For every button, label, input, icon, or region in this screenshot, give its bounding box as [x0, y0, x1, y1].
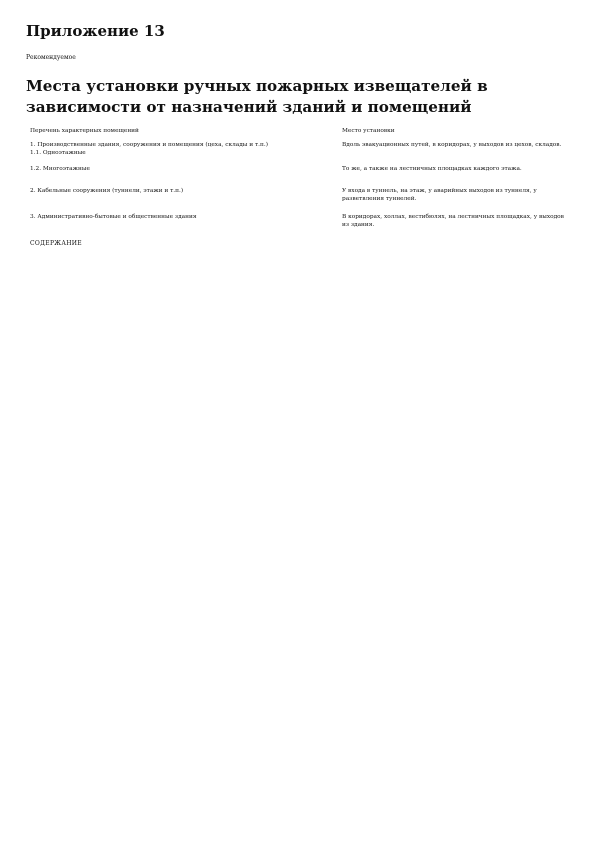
table-cell-rooms — [30, 213, 342, 233]
table-row — [30, 213, 570, 233]
cell-line: 1.2. Многоэтажные — [30, 166, 90, 172]
cell-line: 2. Кабельные сооружения (туннели, этажи и т.п.) — [30, 188, 184, 194]
cell-line: 1.1. Одноэтажные — [30, 150, 86, 157]
recommended-label: Рекомендуемое — [26, 54, 76, 61]
table-row — [30, 165, 570, 187]
table-header — [30, 127, 570, 141]
appendix-title: Приложение 13 — [26, 22, 165, 40]
table-cell-rooms — [30, 141, 342, 165]
table-row — [30, 187, 570, 213]
table-cell-location: То же, а также на лестничных площадках каждого этажа. — [342, 166, 522, 172]
table-cell-location: В коридорах, холлах, вестибюлях, на лестничных площадках, у выходов из здания. — [342, 214, 564, 229]
installation-table — [30, 127, 570, 233]
table-cell-rooms — [30, 187, 342, 213]
table-cell-location: Вдоль эвакуационных путей, в коридорах, у выходов из цехов, складов. — [342, 142, 562, 148]
column-header-location: Место установки — [342, 128, 395, 134]
document-title: Места установки ручных пожарных извещателей в зависимости от назначений зданий и помещений — [26, 77, 488, 116]
column-header-rooms: Перечень характерных помещений — [30, 128, 139, 134]
table-cell-location: У входа в туннель, на этаж, у аварийных выходов из туннеля, у разветвления туннелей. — [342, 188, 537, 203]
toc-heading: СОДЕРЖАНИЕ — [30, 240, 82, 247]
table-cell-rooms — [30, 165, 342, 187]
table-row — [30, 141, 570, 165]
cell-line: 3. Административно-бытовые и общественные здания — [30, 214, 197, 220]
cell-line: 1. Производственные здания, сооружения и помещения (цеха, склады и т.п.) — [30, 142, 268, 148]
